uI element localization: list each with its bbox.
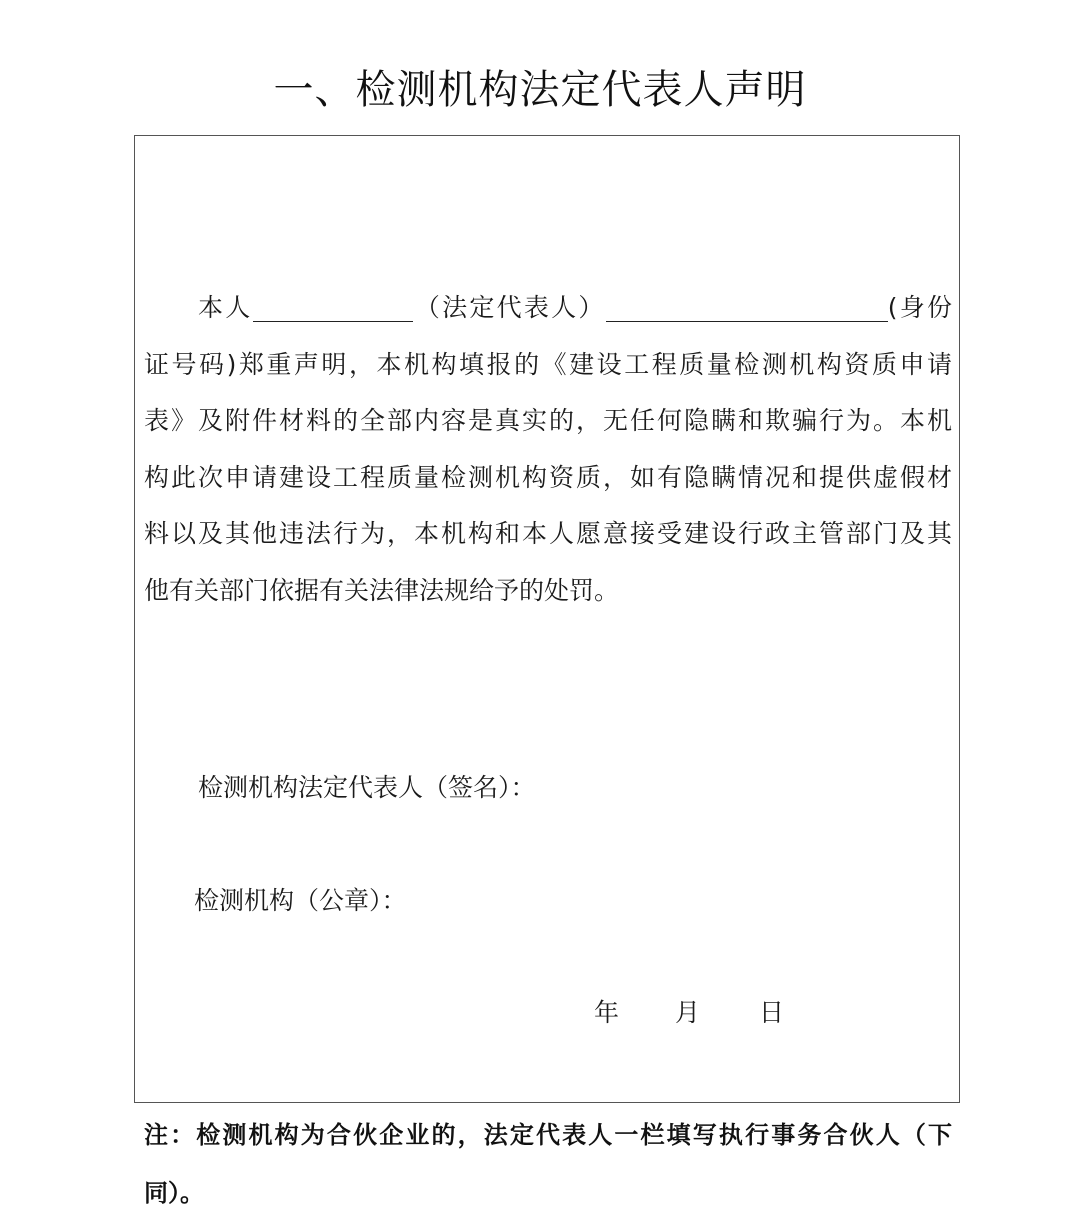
statement-text: 本人 (198, 293, 253, 322)
date-month-label: 月 (675, 998, 701, 1027)
statement-text: (身份 (887, 293, 952, 322)
statement-line-4: 构此次申请建设工程质量检测机构资质，如有隐瞒情况和提供虚假材 (144, 462, 952, 492)
statement-line-6: 他有关部门依据有关法律法规给予的处罚。 (144, 575, 620, 605)
date-day-label: 日 (759, 998, 785, 1027)
date-year-label: 年 (594, 998, 620, 1027)
legal-rep-signature-label: 检测机构法定代表人（签名）： (198, 773, 536, 802)
statement-line-2: 证号码)郑重声明，本机构填报的《建设工程质量检测机构资质申请 (144, 349, 952, 379)
statement-line-1 (144, 280, 952, 337)
footnote-line-2: 同）。 (144, 1179, 204, 1207)
statement-text: （法定代表人） (412, 293, 606, 322)
seal-label: 检测机构（公章）： (194, 886, 407, 915)
name-blank-field[interactable] (253, 295, 413, 322)
id-number-blank-field[interactable] (606, 295, 888, 322)
page-title: 一、检测机构法定代表人声明 (273, 67, 807, 113)
declaration-statement (144, 280, 952, 619)
statement-line-3: 表》及附件材料的全部内容是真实的，无任何隐瞒和欺骗行为。本机 (144, 406, 952, 435)
statement-line-5: 料以及其他违法行为，本机构和本人愿意接受建设行政主管部门及其 (144, 519, 952, 548)
footnote-line-1: 注：检测机构为合伙企业的，法定代表人一栏填写执行事务合伙人（下 (144, 1121, 952, 1149)
footnote (144, 1106, 952, 1222)
